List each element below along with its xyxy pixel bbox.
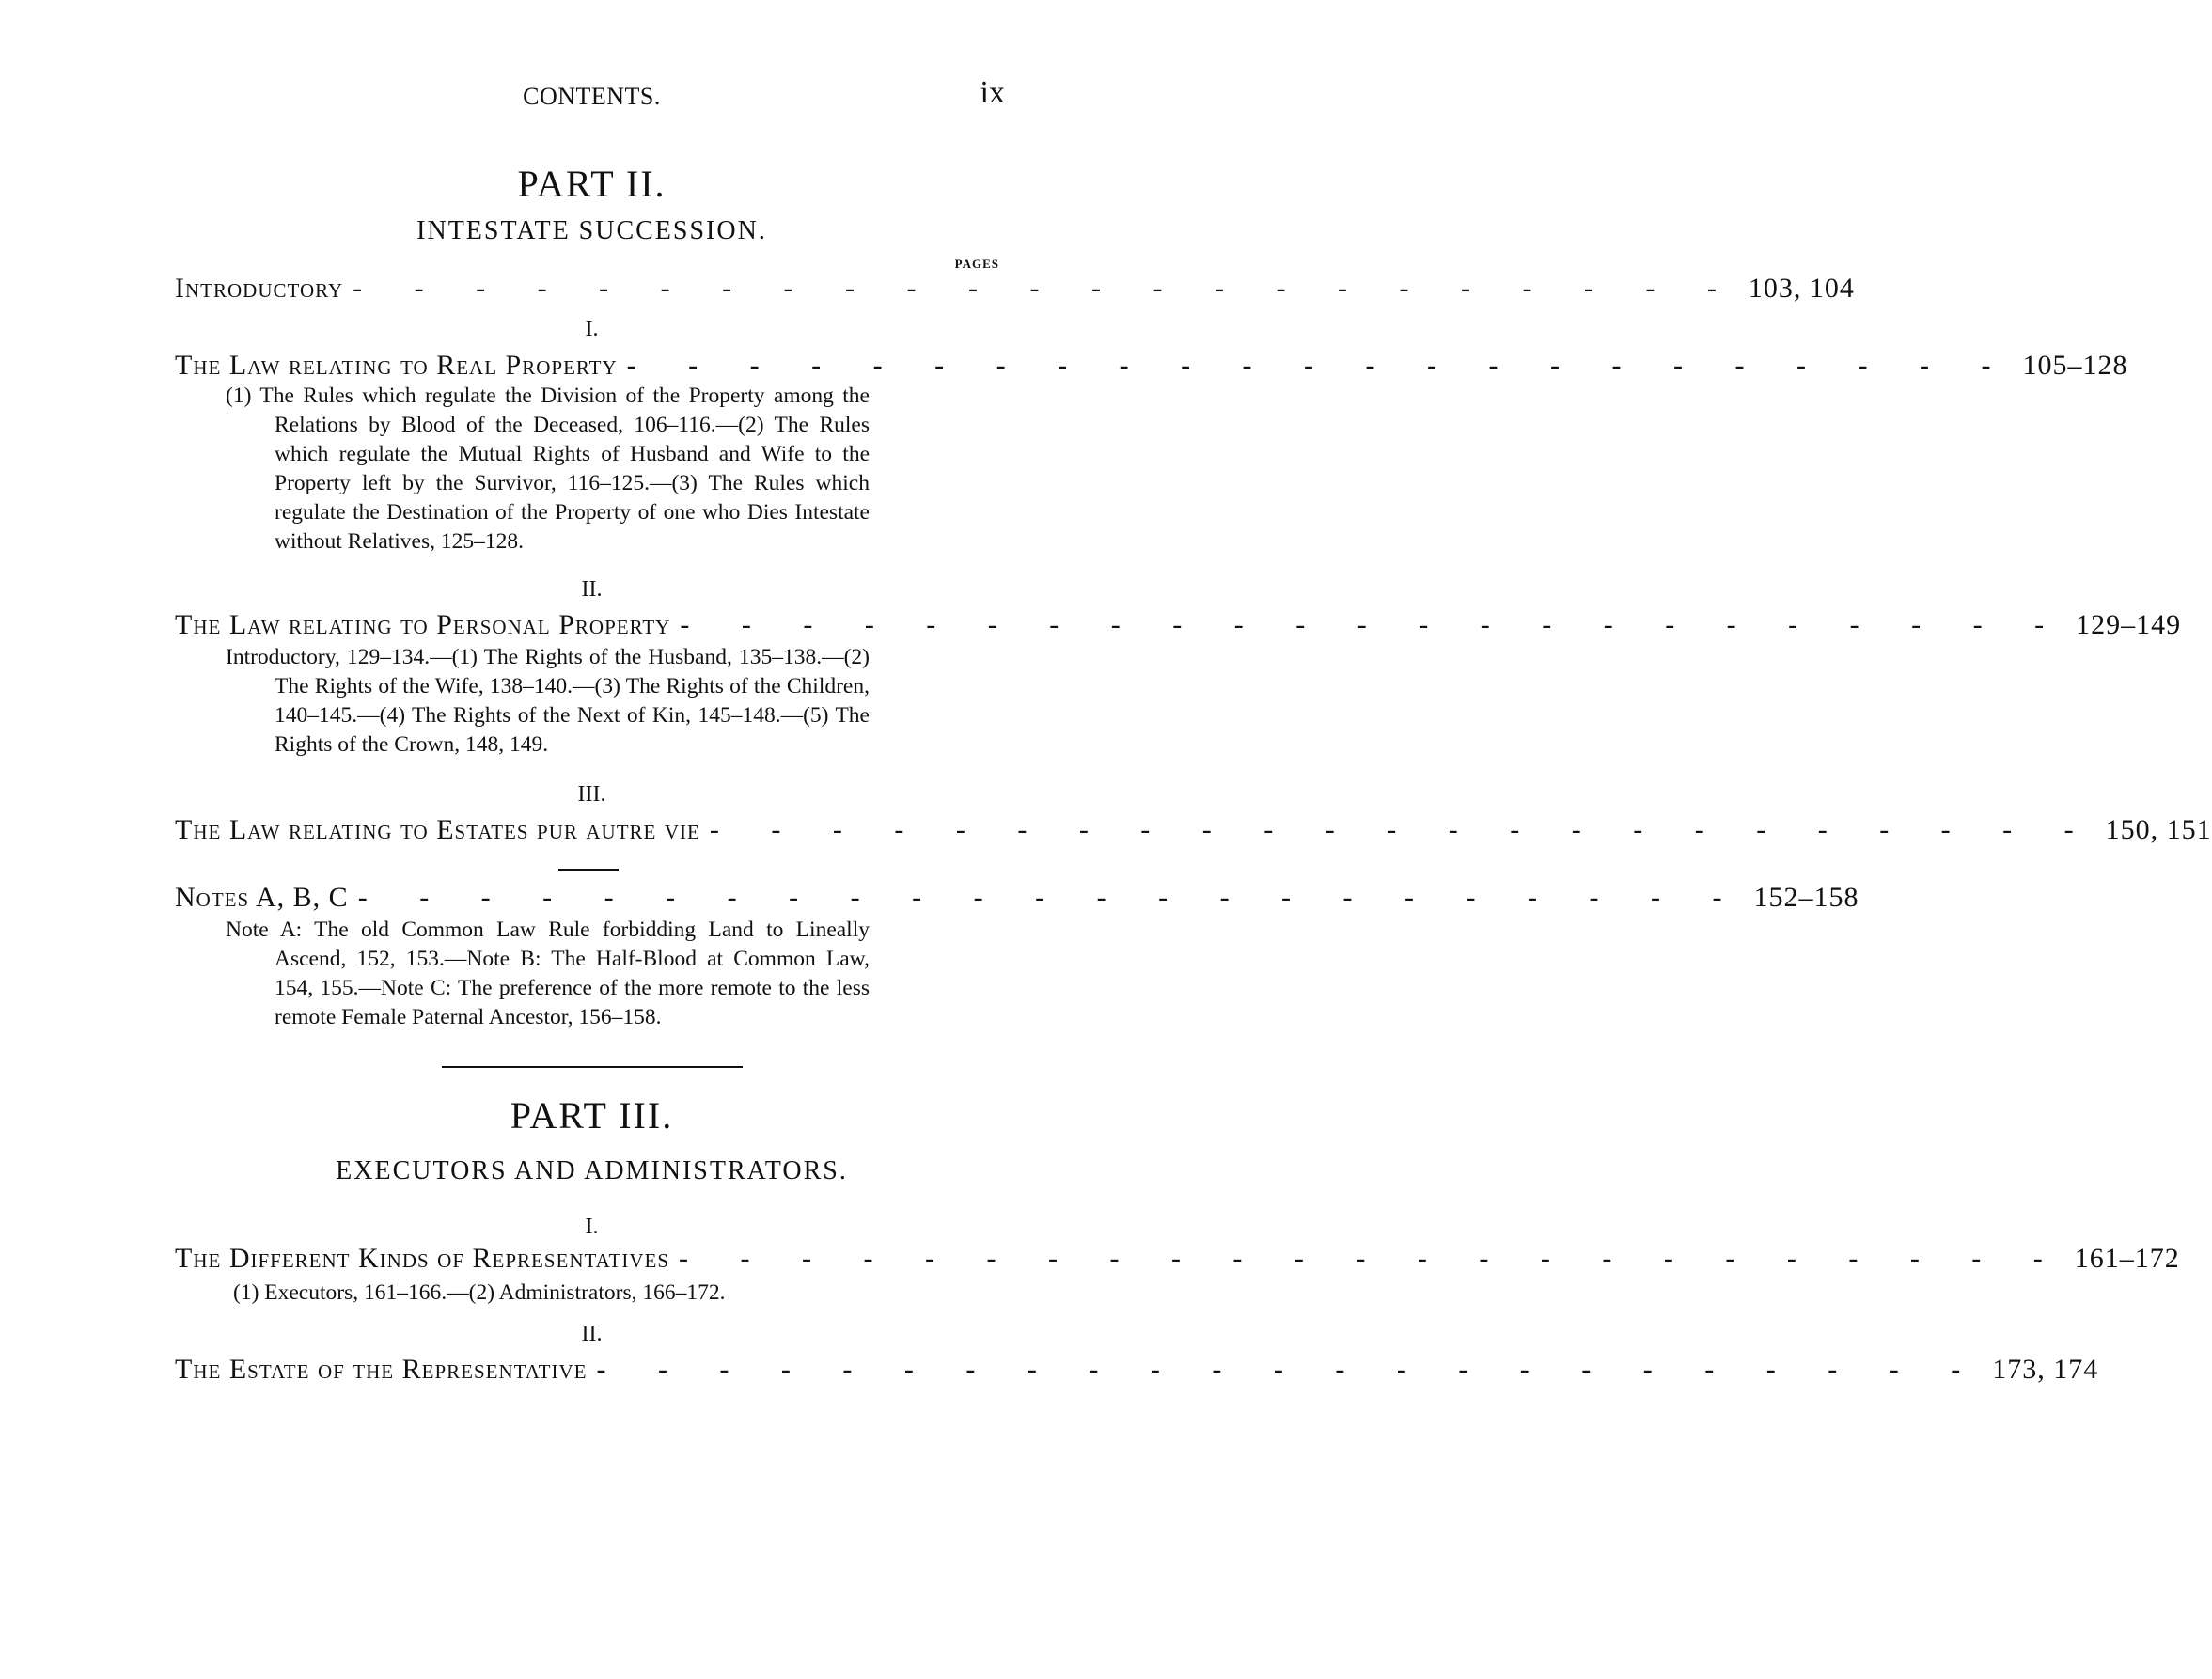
part-2-subtitle: INTESTATE SUCCESSION. <box>416 216 767 245</box>
short-divider <box>558 869 619 871</box>
toc-entry-introductory[interactable] <box>175 273 1855 305</box>
toc-entry-pages: 161–172 <box>2074 1243 2180 1274</box>
section-number-ii: II. <box>581 1322 603 1346</box>
toc-entry-title: The Estate of the Representative <box>175 1354 588 1385</box>
toc-entry-pages: 129–149 <box>2076 609 2182 640</box>
part-3-title: PART III. <box>510 1094 674 1137</box>
toc-entry-real-property[interactable] <box>175 350 2128 382</box>
toc-entry-description: Note A: The old Common Law Rule forbidding Land to Lineally Ascend, 152, 153.—Note B: The Half-Blood at Common Law, 154, 155.—Note C: The preference of the more remote to the less remote Female Paternal Ancestor, 156–158. <box>226 918 870 1029</box>
toc-entry-pages: 150, 151 <box>2105 814 2212 845</box>
toc-entry-pages: 173, 174 <box>1992 1354 2099 1385</box>
toc-entry-estate-of-representative[interactable] <box>175 1354 2099 1386</box>
running-head: CONTENTS. <box>523 83 661 110</box>
toc-entry-description: (1) Executors, 161–166.—(2) Administrators, 166–172. <box>233 1280 726 1305</box>
dot-leader: - - - - - - - - - - - - - - - - - - - - - - - <box>357 882 1745 913</box>
toc-entry-title: The Different Kinds of Representatives <box>175 1243 670 1274</box>
toc-entry-notes[interactable] <box>175 882 1859 914</box>
part-3-subtitle: EXECUTORS AND ADMINISTRATORS. <box>336 1156 848 1185</box>
toc-entry-pages: 105–128 <box>2022 350 2128 381</box>
part-2-title: PART II. <box>517 163 667 205</box>
section-number-i: I. <box>585 317 599 341</box>
pages-column-label: PAGES <box>954 257 999 271</box>
toc-entry-pages: 103, 104 <box>1748 273 1855 304</box>
toc-entry-pages: 152–158 <box>1753 882 1859 913</box>
toc-entry-title: Notes A, B, C <box>175 882 349 913</box>
dot-leader: - - - - - - - - - - - - - - - - - - - - - - - <box>680 609 2067 640</box>
part-divider <box>442 1066 743 1068</box>
toc-entry-estates-pur-autre-vie[interactable] <box>175 814 2212 846</box>
toc-entry-title: The Law relating to Real Property <box>175 350 618 381</box>
section-number-ii: II. <box>581 577 603 602</box>
page-number: ix <box>980 75 1005 110</box>
toc-entry-title: Introductory <box>175 273 344 304</box>
dot-leader: - - - - - - - - - - - - - - - - - - - - - - - <box>709 814 2096 845</box>
toc-entry-personal-property[interactable] <box>175 609 2182 641</box>
toc-entry-title: The Law relating to Personal Property <box>175 609 671 640</box>
toc-entry-title: The Law relating to Estates pur autre vie <box>175 814 700 845</box>
toc-entry-description: (1) The Rules which regulate the Division of the Property among the Relations by Blood of the Deceased, 106–116.—(2) The Rules which regulate the Mutual Rights of Husband and Wife to the Property left by the Survivor, 116–125.—(3) The Rules which regulate the Destination of the Property of one who Dies Intestate without Relatives, 125–128. <box>226 384 870 554</box>
section-number-iii: III. <box>577 782 606 807</box>
dot-leader: - - - - - - - - - - - - - - - - - - - - - - - <box>679 1243 2065 1274</box>
toc-entry-kinds-of-representatives[interactable] <box>175 1243 2180 1275</box>
section-number-i: I. <box>585 1215 599 1239</box>
dot-leader: - - - - - - - - - - - - - - - - - - - - - - - <box>626 350 2014 381</box>
toc-entry-description: Introductory, 129–134.—(1) The Rights of the Husband, 135–138.—(2) The Rights of the Wife, 138–140.—(3) The Rights of the Children, 140–145.—(4) The Rights of the Next of Kin, 145–148.—(5) The Rights of the Crown, 148, 149. <box>226 645 870 757</box>
dot-leader: - - - - - - - - - - - - - - - - - - - - - - - <box>353 273 1739 304</box>
dot-leader: - - - - - - - - - - - - - - - - - - - - - - - <box>596 1354 1984 1385</box>
